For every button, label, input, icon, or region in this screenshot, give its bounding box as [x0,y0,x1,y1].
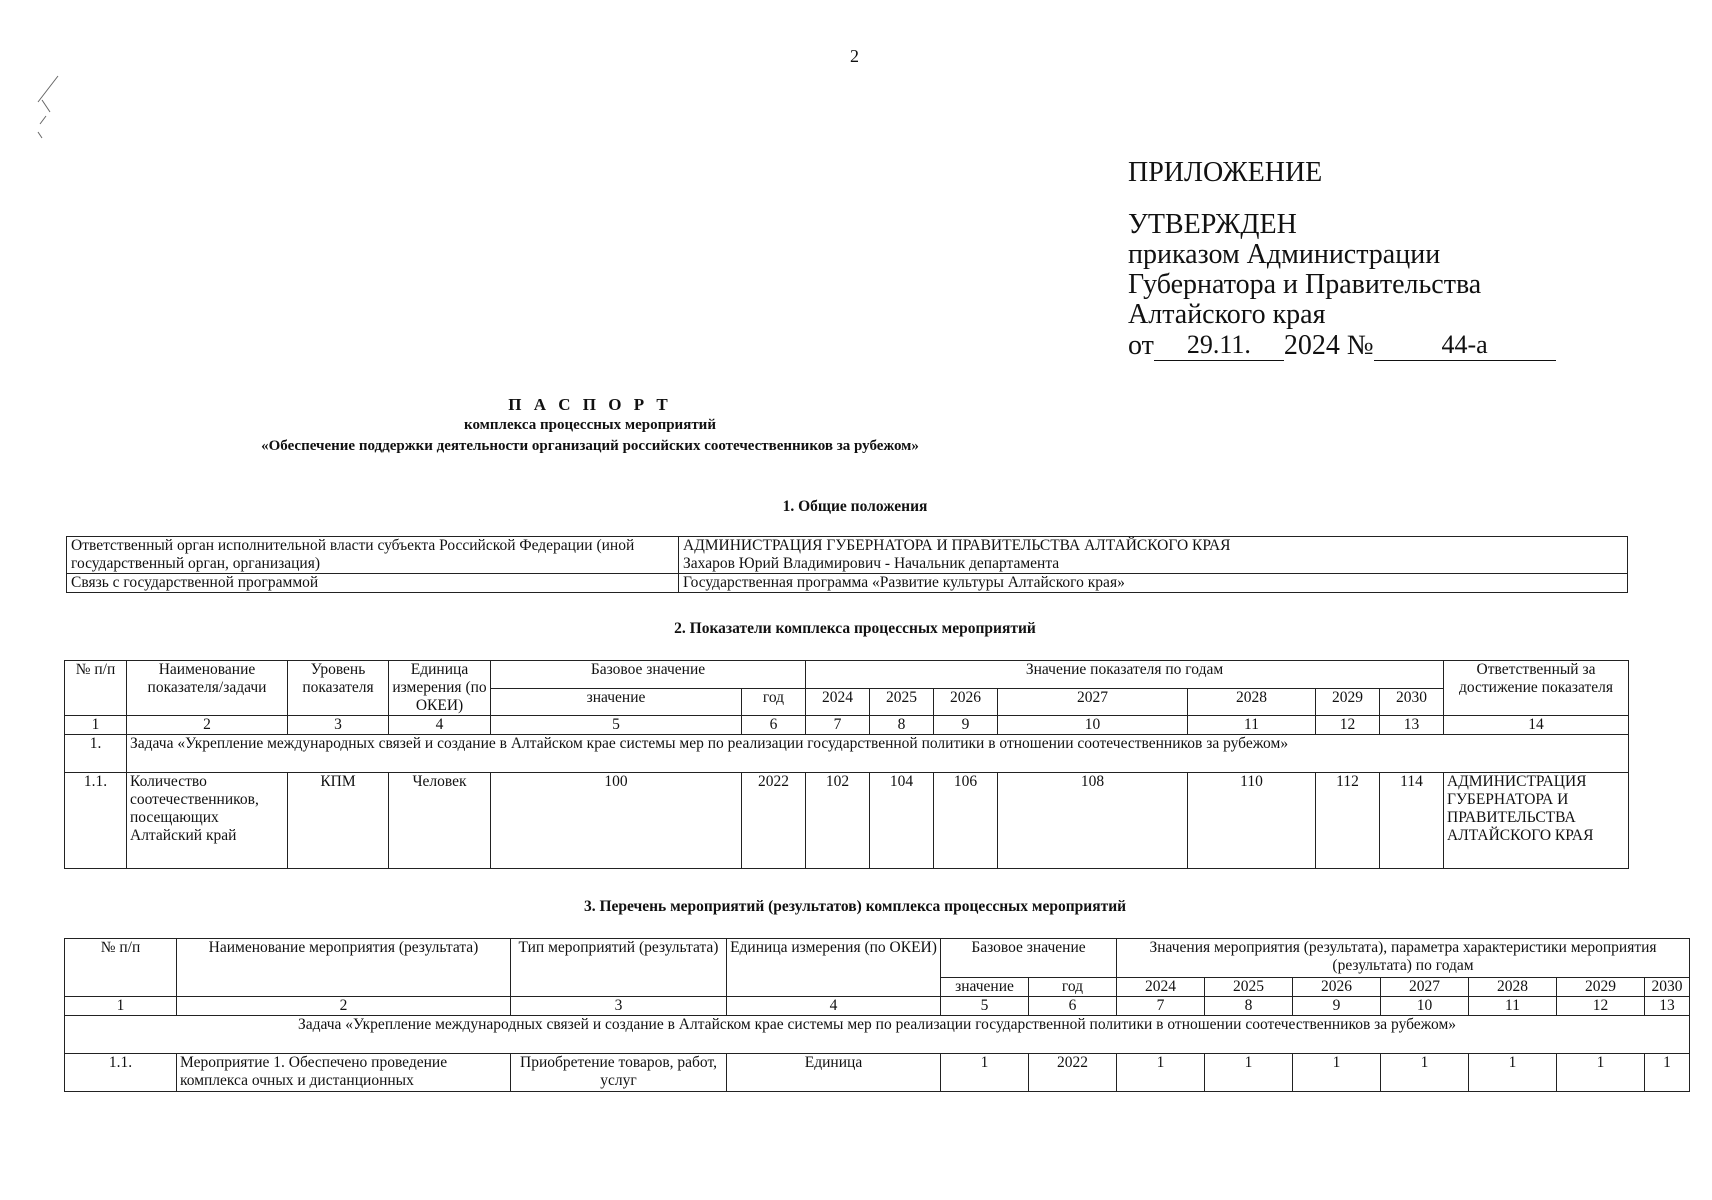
col-number: 7 [1117,997,1205,1016]
task-text: Задача «Укрепление международных связей и создание в Алтайском крае системы мер по реализации государственной политики в отношении соотечественников за рубежом» [127,735,1629,773]
hdr-base-value: значение [491,688,742,716]
hdr3-base-value: значение [941,978,1029,997]
act-base-value: 1 [941,1054,1029,1092]
hdr3-year: 2028 [1469,978,1557,997]
responsible-org: АДМИНИСТРАЦИЯ ГУБЕРНАТОРА И ПРАВИТЕЛЬСТВА АЛТАЙСКОГО КРАЯ [683,537,1231,554]
margin-mark [28,72,68,142]
hdr3-type: Тип мероприятий (результата) [511,939,727,997]
col-number: 3 [511,997,727,1016]
act-value: 1 [1117,1054,1205,1092]
col-number: 11 [1469,997,1557,1016]
program-link-value: Государственная программа «Развитие культуры Алтайского края» [679,574,1628,593]
row-level: КПМ [288,773,389,869]
approved-line-2: Губернатора и Правительства [1128,269,1482,300]
hdr3-year: 2024 [1117,978,1205,997]
col-number: 4 [389,716,491,735]
passport-subtitle: комплекса процессных мероприятий [464,417,716,433]
indicators-table [64,660,1629,869]
section-3-title: 3. Перечень мероприятий (результатов) комплекса процессных мероприятий [583,898,1127,915]
act-value: 1 [1557,1054,1645,1092]
col-number: 7 [806,716,870,735]
approval-date-line [1128,330,1556,361]
general-provisions-table [66,536,1628,593]
row-value: 106 [934,773,998,869]
row-base-year: 2022 [742,773,806,869]
row-value: 102 [806,773,870,869]
col-number: 1 [65,997,177,1016]
hdr3-year: 2029 [1557,978,1645,997]
passport-name: «Обеспечение поддержки деятельности организаций российских соотечественников за рубежом» [261,438,919,454]
row-base-value: 100 [491,773,742,869]
hdr3-name: Наименование мероприятия (результата) [177,939,511,997]
col-number: 5 [491,716,742,735]
hdr-responsible: Ответственный за достижение показателя [1444,661,1629,716]
approved-line-3: Алтайского края [1128,299,1326,330]
responsible-body-value [679,537,1628,574]
hdr-year: 2027 [998,688,1188,716]
col-number: 8 [870,716,934,735]
date-year: 2024 № [1283,330,1374,361]
row-value: 110 [1188,773,1316,869]
activity-row [65,1054,1690,1092]
column-numbers-row [65,716,1629,735]
hdr-year: 2030 [1380,688,1444,716]
col-number: 2 [127,716,288,735]
program-link-label: Связь с государственной программой [67,574,679,593]
hdr-year: 2028 [1188,688,1316,716]
act-value: 1 [1293,1054,1381,1092]
hdr-year: 2024 [806,688,870,716]
row-num: 1.1. [65,773,127,869]
col-number: 13 [1380,716,1444,735]
hdr-base-year: год [742,688,806,716]
date-filled: 29.11. [1154,330,1284,361]
approved-line-1: приказом Администрации [1128,239,1441,270]
act-value: 1 [1381,1054,1469,1092]
hdr-year: 2025 [870,688,934,716]
act-unit: Единица [727,1054,941,1092]
col-number: 9 [1293,997,1381,1016]
section-1-title: 1. Общие положения [782,498,928,515]
hdr-year: 2029 [1316,688,1380,716]
act-value: 1 [1645,1054,1690,1092]
row-value: 112 [1316,773,1380,869]
col-number: 13 [1645,997,1690,1016]
hdr3-num: № п/п [65,939,177,997]
col-number: 6 [1029,997,1117,1016]
appendix-title: ПРИЛОЖЕНИЕ [1128,157,1323,188]
hdr-year: 2026 [934,688,998,716]
row-name: Количество соотечественников, посещающих Алтайский край [127,773,288,869]
col-number: 2 [177,997,511,1016]
section-2-title: 2. Показатели комплекса процессных мероприятий [674,620,1036,637]
act-value: 1 [1469,1054,1557,1092]
col-number: 8 [1205,997,1293,1016]
task-row [65,735,1629,773]
page-number: 2 [850,46,859,66]
col-number: 1 [65,716,127,735]
hdr3-by-years: Значения мероприятия (результата), параметра характеристики мероприятия (результата) по годам [1117,939,1690,978]
row-unit: Человек [389,773,491,869]
activities-table [64,938,1690,1092]
hdr-name: Наименование показателя/задачи [127,661,288,716]
hdr3-year: 2027 [1381,978,1469,997]
responsible-body-label: Ответственный орган исполнительной власти субъекта Российской Федерации (иной государственный орган, организация) [67,537,679,574]
hdr-unit: Единица измерения (по ОКЕИ) [389,661,491,716]
row-value: 104 [870,773,934,869]
row-value: 114 [1380,773,1444,869]
appendix-block [1128,158,1556,361]
act-value: 1 [1205,1054,1293,1092]
order-number: 44-а [1374,330,1556,361]
hdr3-base: Базовое значение [941,939,1117,978]
col-number: 9 [934,716,998,735]
passport-title-block [60,394,1120,457]
hdr3-unit: Единица измерения (по ОКЕИ) [727,939,941,997]
act-type: Приобретение товаров, работ, услуг [511,1054,727,1092]
act-base-year: 2022 [1029,1054,1117,1092]
row-responsible: АДМИНИСТРАЦИЯ ГУБЕРНАТОРА И ПРАВИТЕЛЬСТВА АЛТАЙСКОГО КРАЯ [1444,773,1629,869]
column-numbers-row-3 [65,997,1690,1016]
task-num: 1. [65,735,127,773]
col-number: 6 [742,716,806,735]
col-number: 11 [1188,716,1316,735]
col-number: 10 [1381,997,1469,1016]
col-number: 5 [941,997,1029,1016]
hdr-level: Уровень показателя [288,661,389,716]
hdr3-base-year: год [1029,978,1117,997]
col-number: 4 [727,997,941,1016]
indicator-row [65,773,1629,869]
row-value: 108 [998,773,1188,869]
act-name: Мероприятие 1. Обеспечено проведение комплекса очных и дистанционных [177,1054,511,1092]
date-prefix: от [1128,330,1154,361]
col-number: 12 [1316,716,1380,735]
hdr3-year: 2030 [1645,978,1690,997]
responsible-person: Захаров Юрий Владимирович - Начальник департамента [683,555,1060,572]
hdr-num: № п/п [65,661,127,716]
hdr-base: Базовое значение [491,661,806,689]
passport-title: П А С П О Р Т [508,395,672,414]
approved-label: УТВЕРЖДЕН [1128,209,1297,240]
act-num: 1.1. [65,1054,177,1092]
col-number: 10 [998,716,1188,735]
hdr-by-years: Значение показателя по годам [806,661,1444,689]
col-number: 3 [288,716,389,735]
col-number: 14 [1444,716,1629,735]
hdr3-year: 2025 [1205,978,1293,997]
hdr3-year: 2026 [1293,978,1381,997]
task-text-3: Задача «Укрепление международных связей и создание в Алтайском крае системы мер по реализации государственной политики в отношении соотечественников за рубежом» [65,1016,1690,1054]
col-number: 12 [1557,997,1645,1016]
task-row-3 [65,1016,1690,1054]
